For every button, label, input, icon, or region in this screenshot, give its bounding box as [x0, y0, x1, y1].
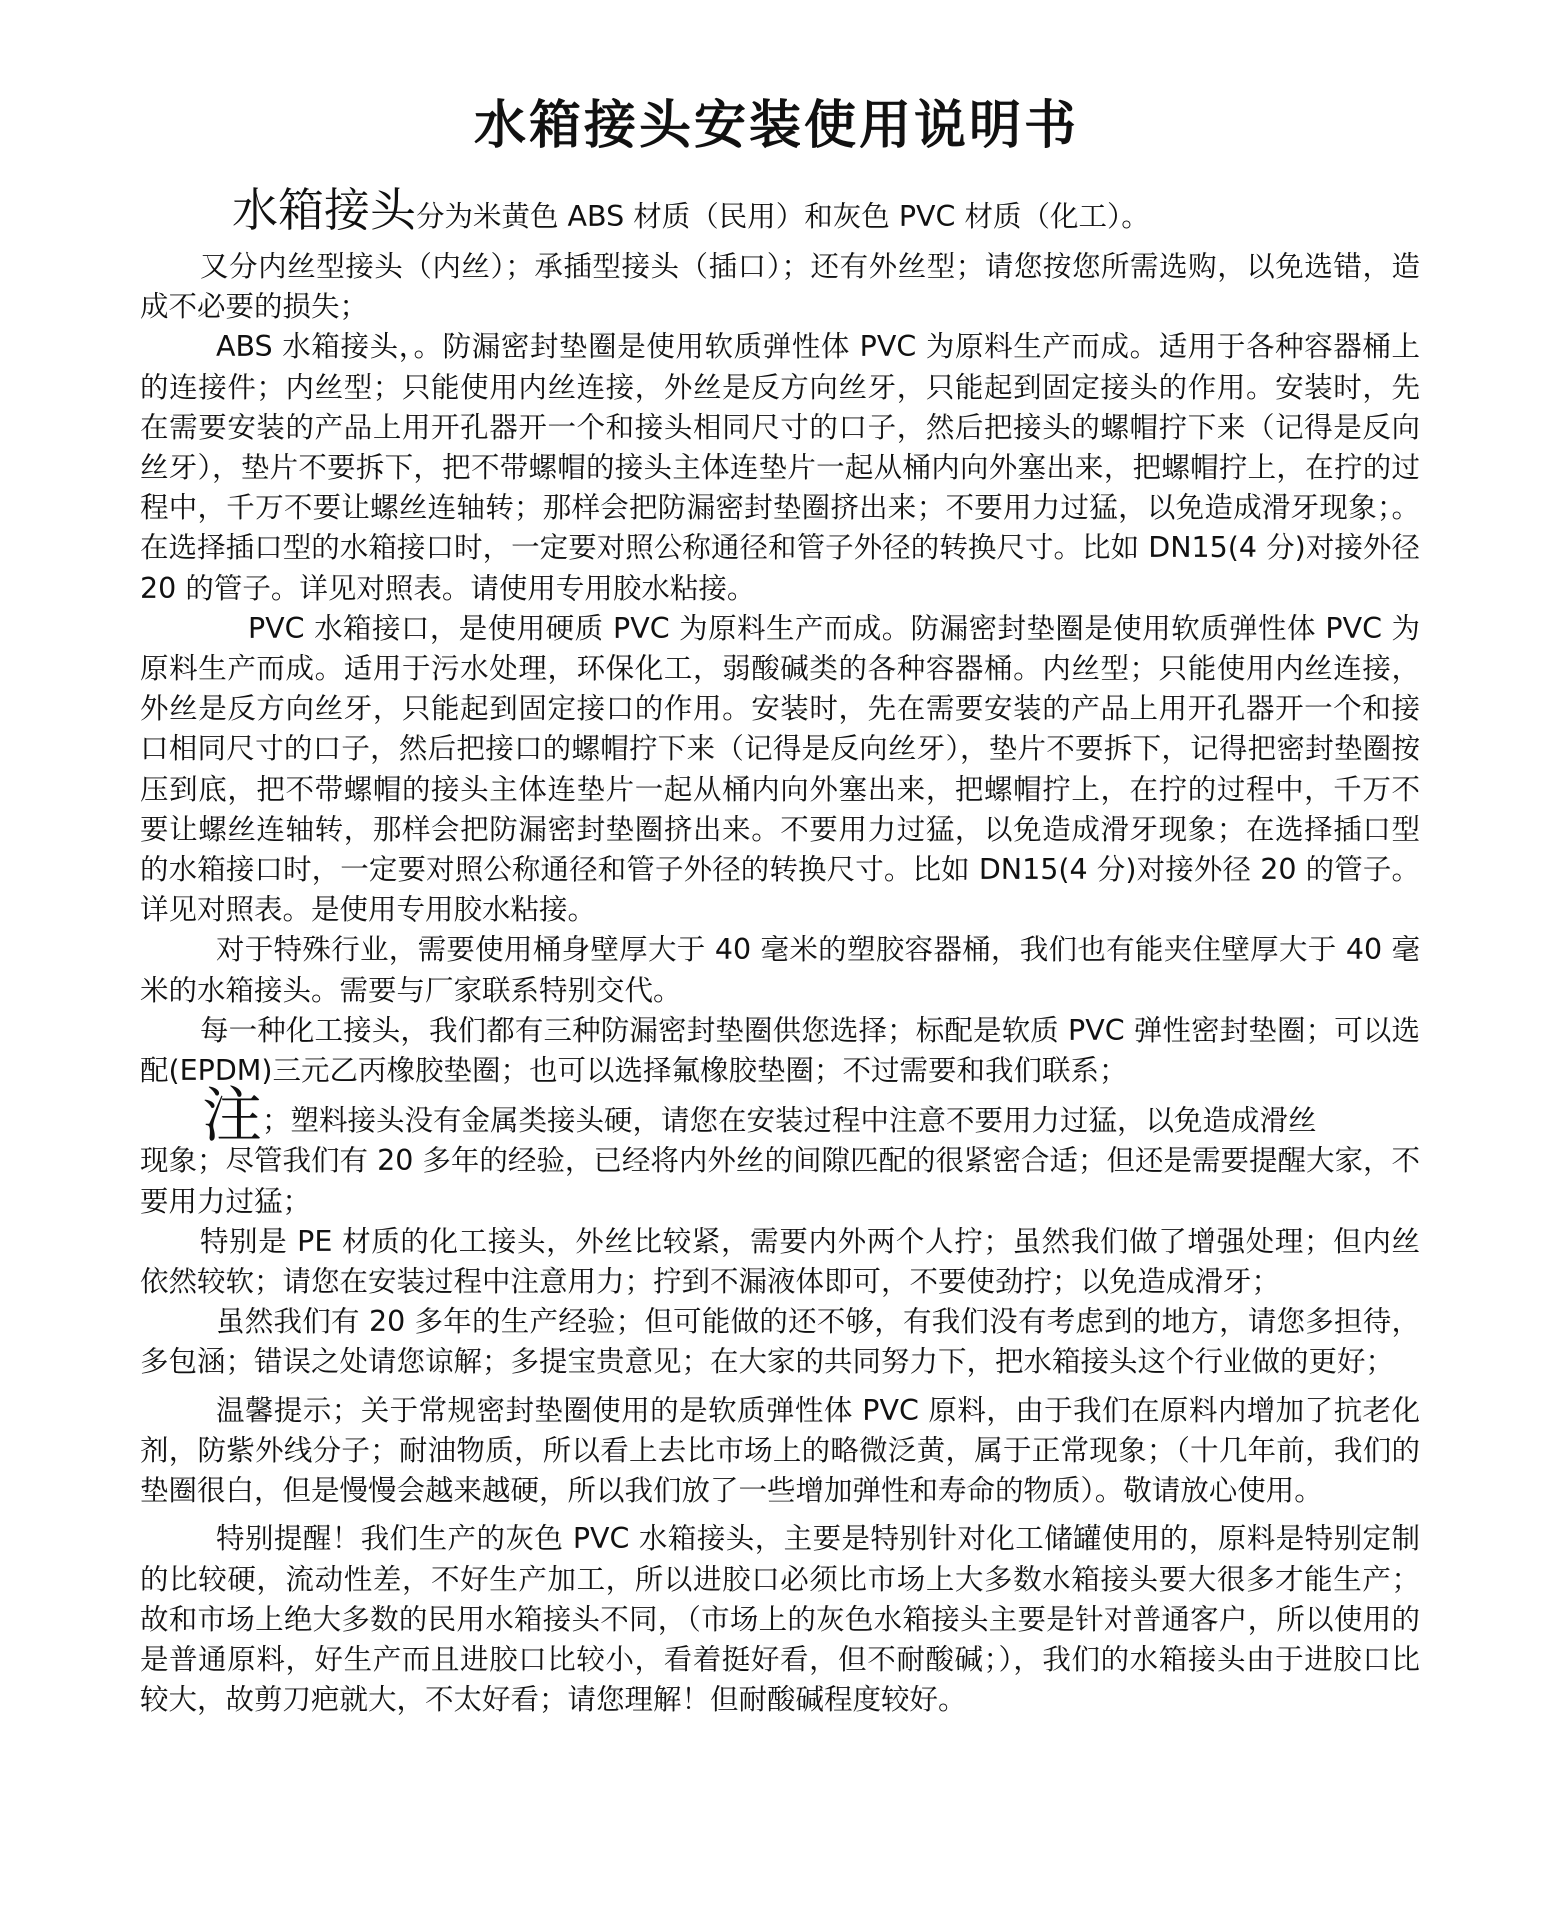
- intro-text: 分为米黄色 ABS 材质（民用）和灰色 PVC 材质（化工）。: [416, 200, 1150, 233]
- note-paragraph: [140, 1081, 1420, 1152]
- paragraph-abs-connector: ABS 水箱接头，。防漏密封垫圈是使用软质弹性体 PVC 为原料生产而成。适用于各种容器桶上的连接件；内丝型；只能使用内丝连接，外丝是反方向丝牙，只能起到固定接头的作用。安装时，先在需要安装的产品上用开孔器开一个和接头相同尺寸的口子，然后把接头的螺帽拧下来（记得是反向丝牙），垫片不要拆下，把不带螺帽的接头主体连垫片一起从桶内向外塞出来，把螺帽拧上，在拧的过程中，千万不要让螺丝连轴转；那样会把防漏密封垫圈挤出来；不要用力过猛，以免造成滑牙现象；。在选择插口型的水箱接口时，一定要对照公称通径和管子外径的转换尺寸。比如 DN15(4 分)对接外径 20 的管子。详见对照表。请使用专用胶水粘接。: [140, 330, 1420, 605]
- intro-lead: 水箱接头: [232, 183, 416, 237]
- paragraph-pe-material: 特别是 PE 材质的化工接头，外丝比较紧，需要内外两个人拧；虽然我们做了增强处理；但内丝依然较软；请您在安装过程中注意用力；拧到不漏液体即可，不要使劲拧；以免造成滑牙；: [140, 1224, 1420, 1299]
- note-first-line: ；塑料接头没有金属类接头硬，请您在安装过程中注意不要用力过猛，以免造成滑丝: [262, 1104, 1317, 1138]
- paragraph-experience: 虽然我们有 20 多年的生产经验；但可能做的还不够，有我们没有考虑到的地方，请您多担待，多包涵；错误之处请您谅解；多提宝贵意见；在大家的共同努力下，把水箱接头这个行业做的更好；: [140, 1305, 1420, 1379]
- page-title: 水箱接头安装使用说明书: [473, 96, 1079, 156]
- document-body: [140, 180, 1420, 1720]
- paragraph-gasket-options: 每一种化工接头，我们都有三种防漏密封垫圈供您选择；标配是软质 PVC 弹性密封垫圈；可以选配(EPDM)三元乙丙橡胶垫圈；也可以选择氟橡胶垫圈；不过需要和我们联系；: [140, 1013, 1420, 1088]
- paragraph-connector-types: 又分内丝型接头（内丝）；承插型接头（插口）；还有外丝型；请您按您所需选购，以免选错，造成不必要的损失；: [140, 250, 1420, 324]
- intro-paragraph: [140, 180, 1420, 247]
- paragraph-special-reminder: 特别提醒！我们生产的灰色 PVC 水箱接头，主要是特别针对化工储罐使用的，原料是特别定制的比较硬，流动性差，不好生产加工，所以进胶口必须比市场上大多数水箱接头要大很多才能生产；故和市场上绝大多数的民用水箱接头不同，（市场上的灰色水箱接头主要是针对普通客户，所以使用的是普通原料，好生产而且进胶口比较小，看着挺好看，但不耐酸碱；），我们的水箱接头由于进胶口比较大，故剪刀疤就大，不太好看；请您理解！但耐酸碱程度较好。: [140, 1522, 1420, 1717]
- paragraph-pvc-connector: PVC 水箱接口，是使用硬质 PVC 为原料生产而成。防漏密封垫圈是使用软质弹性体 PVC 为原料生产而成。适用于污水处理，环保化工，弱酸碱类的各种容器桶。内丝型；只能使用内丝连接，外丝是反方向丝牙，只能起到固定接口的作用。安装时，先在需要安装的产品上用开孔器开一个和接口相同尺寸的口子，然后把接口的螺帽拧下来（记得是反向丝牙），垫片不要拆下，记得把密封垫圈按压到底，把不带螺帽的接头主体连垫片一起从桶内向外塞出来，把螺帽拧上，在拧的过程中，千万不要让螺丝连轴转，那样会把防漏密封垫圈挤出来。不要用力过猛，以免造成滑牙现象；在选择插口型的水箱接口时，一定要对照公称通径和管子外径的转换尺寸。比如 DN15(4 分)对接外径 20 的管子。详见对照表。是使用专用胶水粘接。: [140, 611, 1420, 927]
- note-lead: 注: [202, 1081, 262, 1152]
- paragraph-warm-tip: 温馨提示；关于常规密封垫圈使用的是软质弹性体 PVC 原料，由于我们在原料内增加了抗老化剂，防紫外线分子；耐油物质，所以看上去比市场上的略微泛黄，属于正常现象；（十几年前，我们的垫圈很白，但是慢慢会越来越硬，所以我们放了一些增加弹性和寿命的物质）。敬请放心使用。: [140, 1393, 1420, 1508]
- paragraph-special-industry: 对于特殊行业，需要使用桶身壁厚大于 40 毫米的塑胶容器桶，我们也有能夹住壁厚大于 40 毫米的水箱接头。需要与厂家联系特别交代。: [140, 933, 1420, 1007]
- note-continuation: 现象；尽管我们有 20 多年的经验，已经将内外丝的间隙匹配的很紧密合适；但还是需要提醒大家，不要用力过猛；: [140, 1144, 1420, 1218]
